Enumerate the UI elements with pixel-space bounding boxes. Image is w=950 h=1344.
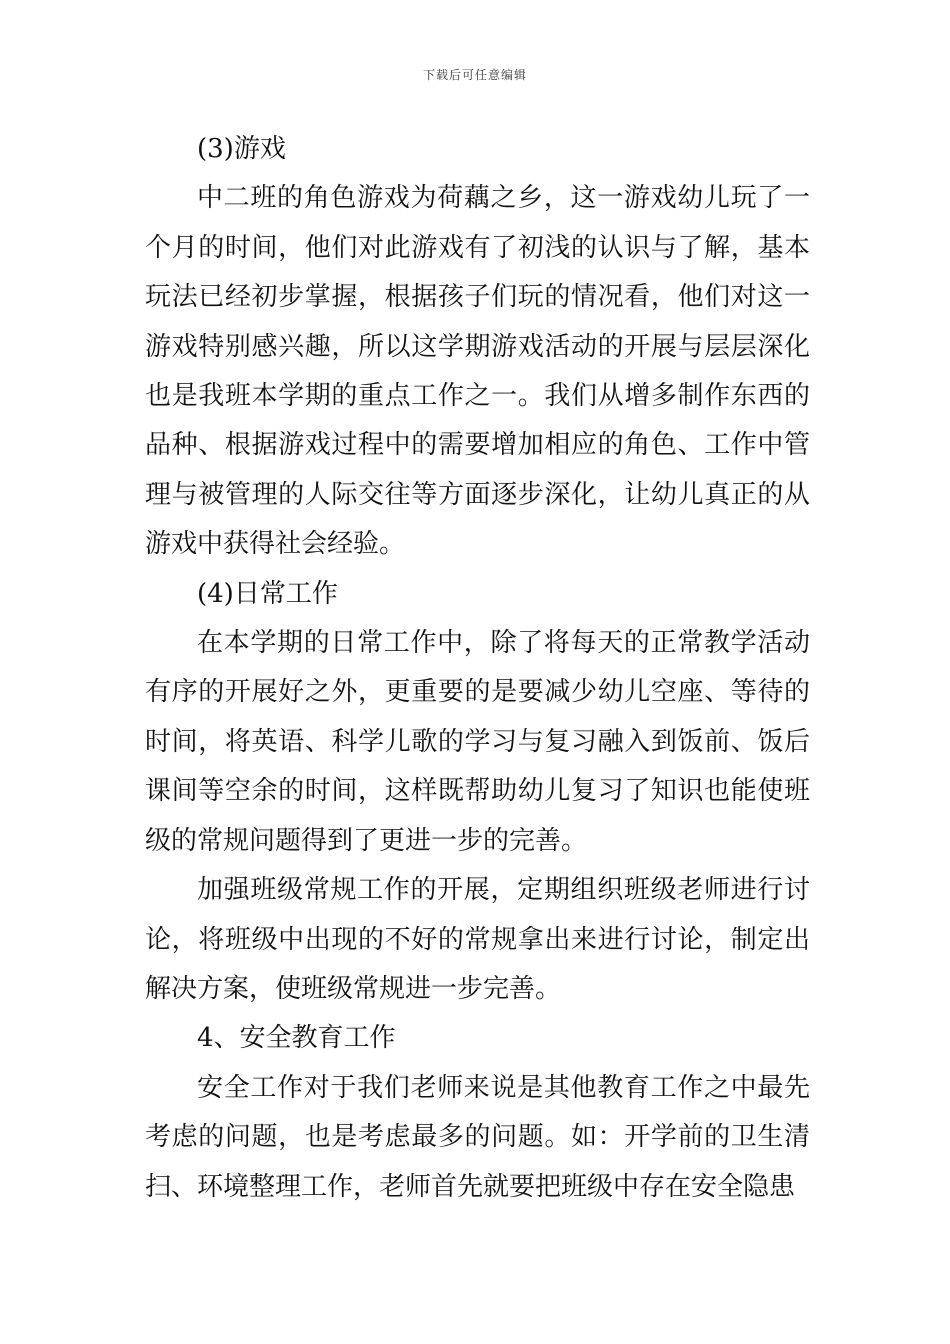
paragraph-daily-work-2: 加强班级常规工作的开展，定期组织班级老师进行讨论，将班级中出现的不好的常规拿出来进行讨论，制定出解决方案，使班级常规进一步完善。 [145,875,810,1004]
section-heading-safety: 4、安全教育工作 [197,1023,396,1054]
page-header-note: 下载后可任意编辑 [422,68,527,82]
paragraph-safety: 安全工作对于我们老师来说是其他教育工作之中最先考虑的问题，也是考虑最多的问题。如：开学前的卫生清扫、环境整理工作，老师首先就要把班级中存在安全隐患 [145,1072,810,1202]
paragraph-daily-work-1: 在本学期的日常工作中，除了将每天的正常教学活动有序的开展好之外，更重要的是要减少幼儿空座、等待的时间，将英语、科学儿歌的学习与复习融入到饭前、饭后课间等空余的时间，这样既帮助幼儿复习了知识也能使班级的常规问题得到了更进一步的完善。 [145,628,810,856]
section-heading-games: (3)游戏 [197,134,286,164]
section-heading-daily-work: (4)日常工作 [197,578,338,609]
document-body [145,125,810,1212]
paragraph-games: 中二班的角色游戏为荷藕之乡，这一游戏幼儿玩了一个月的时间，他们对此游戏有了初浅的认识与了解，基本玩法已经初步掌握，根据孩子们玩的情况看，他们对这一游戏特别感兴趣，所以这学期游戏活动的开展与层层深化也是我班本学期的重点工作之一。我们从增多制作东西的品种、根据游戏过程中的需要增加相应的角色、工作中管理与被管理的人际交往等方面逐步深化，让幼儿真正的从游戏中获得社会经验。 [145,183,810,560]
